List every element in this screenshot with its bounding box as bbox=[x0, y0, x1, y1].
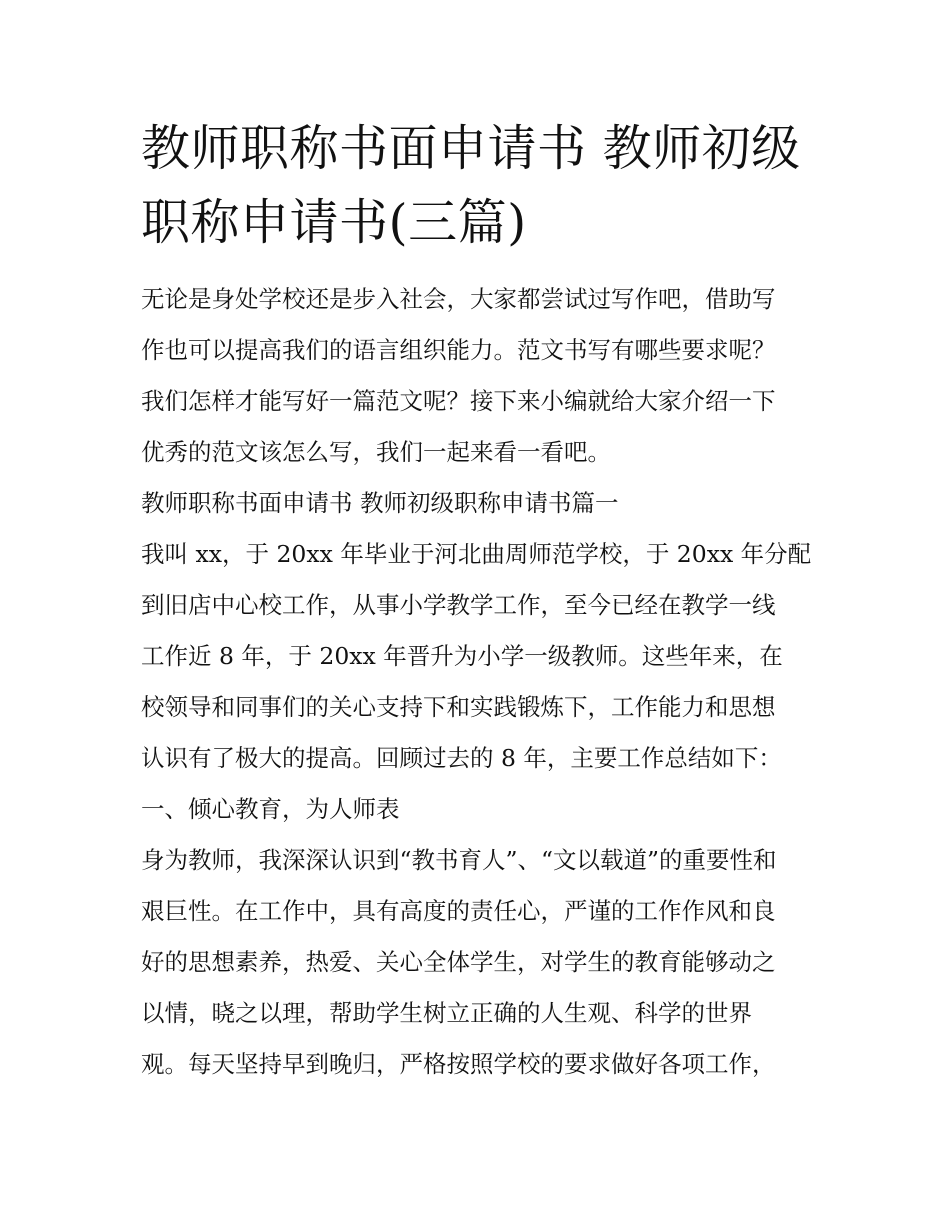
document-body bbox=[141, 274, 816, 1090]
body-line-9: 校领导和同事们的关心支持下和实践锻炼下，工作能力和思想 bbox=[141, 693, 776, 721]
body-line-4: 优秀的范文该怎么写，我们一起来看一看吧。 bbox=[141, 438, 611, 466]
body-line-16: 观。每天坚持早到晚归，严格按照学校的要求做好各项工作， bbox=[141, 1050, 776, 1078]
body-line-12: 身为教师，我深深认识到“教书育人”、“文以载道”的重要性和 bbox=[141, 846, 777, 874]
body-line-7: 到旧店中心校工作，从事小学教学工作，至今已经在教学一线 bbox=[141, 591, 776, 619]
title-line-1: 教师职称书面申请书 教师初级 bbox=[141, 120, 801, 177]
body-line-3: 我们怎样才能写好一篇范文呢？接下来小编就给大家介绍一下 bbox=[141, 387, 776, 415]
body-line-6: 我叫 xx，于 20xx 年毕业于河北曲周师范学校，于 20xx 年分配 bbox=[141, 540, 812, 568]
body-line-1: 无论是身处学校还是步入社会，大家都尝试过写作吧，借助写 bbox=[141, 285, 776, 313]
body-line-8: 工作近 8 年，于 20xx 年晋升为小学一级教师。这些年来，在 bbox=[141, 642, 783, 670]
subheading-1: 一、倾心教育，为人师表 bbox=[141, 795, 400, 823]
document-content bbox=[141, 112, 816, 1090]
body-line-10: 认识有了极大的提高。回顾过去的 8 年，主要工作总结如下： bbox=[141, 744, 782, 772]
body-line-13: 艰巨性。在工作中，具有高度的责任心，严谨的工作作风和良 bbox=[141, 897, 776, 925]
body-line-2: 作也可以提高我们的语言组织能力。范文书写有哪些要求呢？ bbox=[141, 336, 776, 364]
body-line-15: 以情，晓之以理，帮助学生树立正确的人生观、科学的世界 bbox=[141, 999, 752, 1027]
body-line-14: 好的思想素养，热爱、关心全体学生，对学生的教育能够动之 bbox=[141, 948, 776, 976]
document-title bbox=[141, 112, 816, 260]
title-line-2: 职称申请书(三篇) bbox=[141, 194, 527, 251]
section-heading-1: 教师职称书面申请书 教师初级职称申请书篇一 bbox=[141, 489, 619, 517]
